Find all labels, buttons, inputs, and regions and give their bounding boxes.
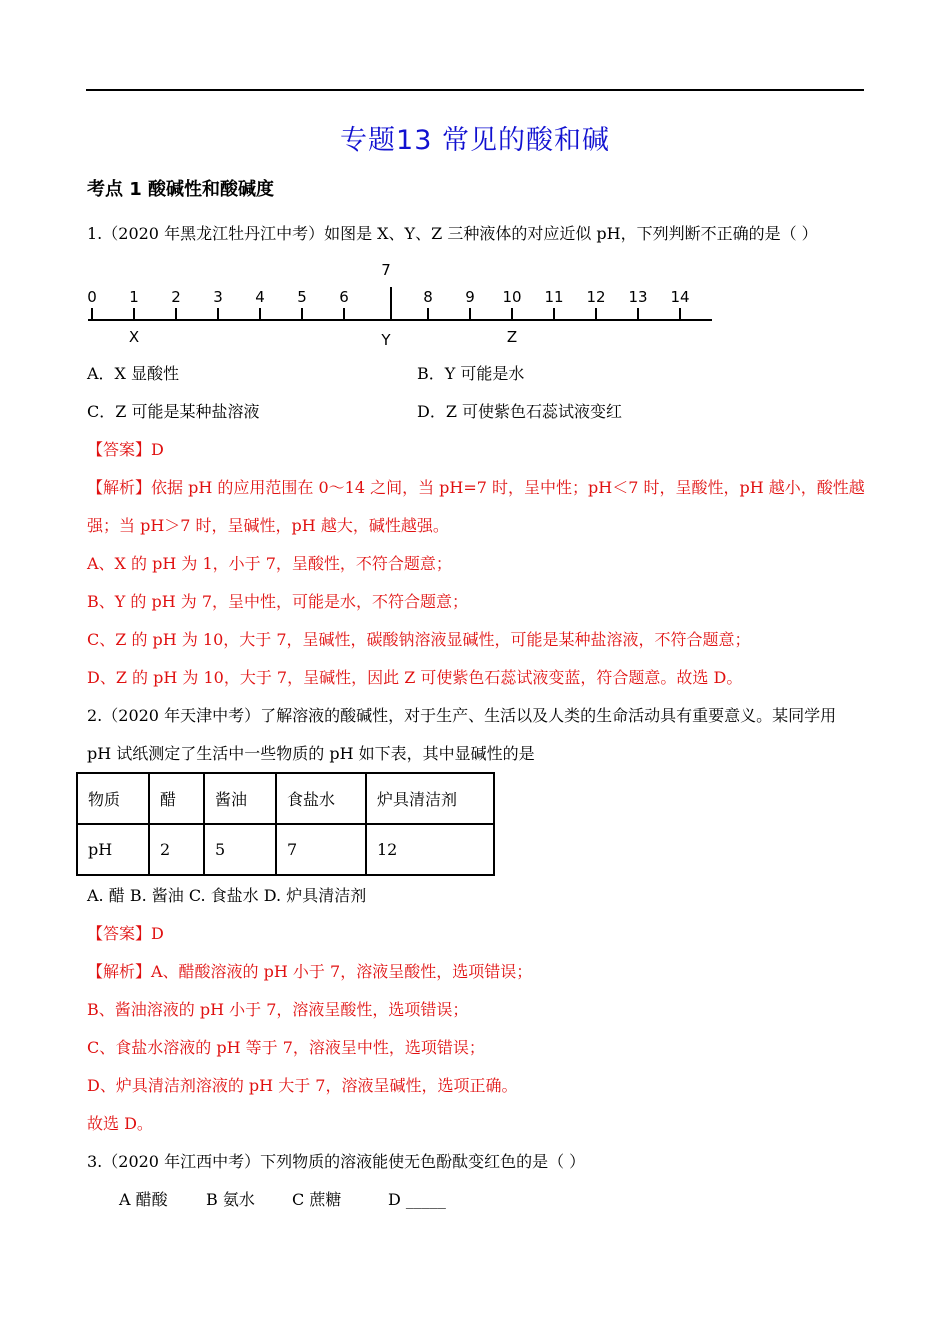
q1-answer: 【答案】D: [87, 440, 164, 459]
scale-tick-label: 3: [213, 288, 223, 306]
q3-option-d: D _____: [388, 1190, 446, 1209]
scale-tick-label: 14: [670, 288, 690, 306]
page-title: 专题13 常见的酸和碱: [340, 125, 610, 156]
header-rule: [86, 89, 864, 91]
q1-analysis-1: 【解析】依据 pH 的应用范围在 0～14 之间，当 pH=7 时，呈中性；pH＜7 时，呈酸性，pH 越小，酸性越: [87, 478, 865, 497]
q1-analysis-2: 强；当 pH＞7 时，呈碱性，pH 越大，碱性越强。: [87, 516, 449, 535]
table-row: [77, 824, 494, 875]
scale-tick-label: 11: [544, 288, 564, 306]
question-1-stem: 1.（2020 年黑龙江牡丹江中考）如图是 X、Y、Z 三种液体的对应近似 pH，下列判断不正确的是（ ）: [87, 224, 818, 243]
table-cell: 食盐水: [276, 773, 366, 824]
scale-marker-label: Y: [381, 331, 391, 349]
q2-answer: 【答案】D: [87, 924, 164, 943]
question-3-stem: 3.（2020 年江西中考）下列物质的溶液能使无色酚酞变红色的是（ ）: [87, 1152, 586, 1171]
scale-marker-label: Z: [506, 328, 518, 346]
question-2-stem-2: pH 试纸测定了生活中一些物质的 pH 如下表，其中显碱性的是: [87, 744, 535, 763]
ph-table: [76, 772, 495, 876]
q2-analysis-4: D、炉具清洁剂溶液的 pH 大于 7，溶液呈碱性，选项正确。: [87, 1076, 518, 1095]
table-cell: 醋: [149, 773, 204, 824]
q3-option-c: C 蔗糖: [292, 1190, 342, 1209]
scale-tick-label: 8: [423, 288, 433, 306]
section-heading: 考点 1 酸碱性和酸碱度: [87, 179, 275, 200]
q1-analysis-4: B、Y 的 pH 为 7，呈中性，可能是水，不符合题意；: [87, 592, 469, 611]
q1-option-a: A．X 显酸性: [87, 364, 180, 383]
q2-analysis-5: 故选 D。: [87, 1114, 153, 1133]
q2-options: A. 醋 B. 酱油 C. 食盐水 D. 炉具清洁剂: [87, 886, 367, 905]
table-row: [77, 773, 494, 824]
scale-tick-label: 6: [339, 288, 349, 306]
scale-tick-label: 0: [87, 288, 97, 306]
q1-option-d: D．Z 可使紫色石蕊试液变红: [417, 402, 623, 421]
table-cell: pH: [77, 824, 149, 875]
table-cell: 12: [366, 824, 494, 875]
table-cell: 7: [276, 824, 366, 875]
scale-tick-label: 12: [586, 288, 606, 306]
q2-analysis-1: 【解析】A、醋酸溶液的 pH 小于 7，溶液呈酸性，选项错误；: [87, 962, 533, 981]
table-cell: 物质: [77, 773, 149, 824]
q1-analysis-5: C、Z 的 pH 为 10，大于 7，呈碱性，碳酸钠溶液显碱性，可能是某种盐溶液，不符合题意；: [87, 630, 751, 649]
table-cell: 炉具清洁剂: [366, 773, 494, 824]
q3-option-a: A 醋酸: [119, 1190, 168, 1209]
q1-analysis-3: A、X 的 pH 为 1，小于 7，呈酸性，不符合题意；: [87, 554, 452, 573]
table-cell: 2: [149, 824, 204, 875]
scale-tick-label: 4: [255, 288, 265, 306]
scale-tick-label: 1: [129, 288, 139, 306]
q3-option-b: B 氨水: [206, 1190, 255, 1209]
question-2-stem-1: 2.（2020 年天津中考）了解溶液的酸碱性，对于生产、生活以及人类的生命活动具有重要意义。某同学用: [87, 706, 837, 725]
table-cell: 5: [204, 824, 276, 875]
scale-marker-label: X: [128, 328, 140, 346]
ph-scale: [80, 255, 720, 350]
q2-analysis-2: B、酱油溶液的 pH 小于 7，溶液呈酸性，选项错误；: [87, 1000, 469, 1019]
scale-tick-label: 10: [502, 288, 522, 306]
table-cell: 酱油: [204, 773, 276, 824]
q1-option-b: B．Y 可能是水: [417, 364, 525, 383]
scale-tick-label: 9: [465, 288, 475, 306]
scale-tick-label: 2: [171, 288, 181, 306]
scale-tick-label: 13: [628, 288, 648, 306]
q1-option-c: C．Z 可能是某种盐溶液: [87, 402, 260, 421]
scale-tick-label: 5: [297, 288, 307, 306]
scale-tick-label: 7: [381, 261, 391, 279]
q1-analysis-6: D、Z 的 pH 为 10，大于 7，呈碱性，因此 Z 可使紫色石蕊试液变蓝，符合题意。故选 D。: [87, 668, 743, 687]
q2-analysis-3: C、食盐水溶液的 pH 等于 7，溶液呈中性，选项错误；: [87, 1038, 485, 1057]
